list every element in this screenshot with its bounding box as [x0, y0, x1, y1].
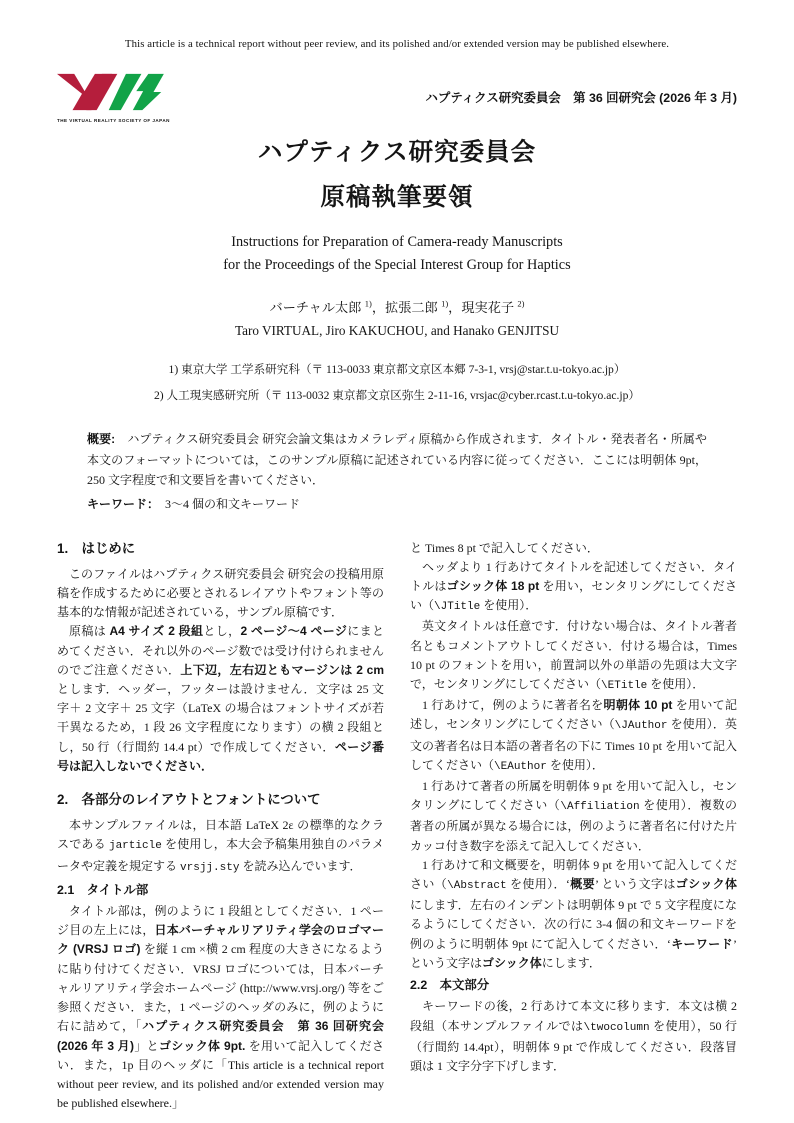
header-row: [57, 72, 737, 123]
paragraph: [410, 777, 737, 856]
paper-title-en-line2: for the Proceedings of the Special Interest Group for Haptics: [223, 256, 571, 273]
text-run: 1 行あけて和文概要を，明朝体 9 pt を用いて記入してください（: [410, 857, 737, 892]
paragraph: [410, 696, 737, 777]
text-run: ゴシック体: [482, 955, 542, 970]
text-run: を使用）．複数の著者の所属が異なる場合には，例のように著者名に付けた片カッコ付き数字を添えて記入してください．: [410, 798, 737, 853]
text-run: 1 行あけて，例のように著者名を: [422, 698, 604, 713]
text-run: ゴシック体 18 pt: [446, 579, 540, 594]
text-run: 2): [517, 298, 525, 309]
text-run: 明朝体 10 pt: [603, 698, 673, 713]
column-right: [410, 539, 737, 1114]
text-run: ページ番号は記入しないでください．: [57, 739, 384, 773]
text-run: と Times 8 pt で記入してください．: [410, 540, 599, 555]
text-run: ヘッダより 1 行あけてタイトルを記述してください．タイトルは: [410, 559, 737, 594]
text-run: ’ という文字は: [410, 936, 737, 970]
text-run: を用いて記入してください．また，1p 目のヘッダに「This article is a technical report without peer review, and its polished and/or extended version may be published elsewhere.」: [57, 1038, 384, 1111]
paragraph: [57, 902, 384, 1113]
text-run: ゴシック体: [675, 877, 737, 892]
section-heading: [57, 539, 384, 558]
section-heading: [57, 790, 384, 809]
affiliation-line-1: 1) 東京大学 工学系研究科（〒 113-0033 東京都文京区本郷 7-3-1, vrsj@star.t.u-tokyo.ac.jp）: [168, 362, 626, 376]
text-run: を使用）．: [480, 598, 538, 613]
authors-jp: [57, 297, 737, 316]
text-run: 1): [364, 298, 372, 309]
paragraph: [57, 622, 384, 776]
text-run: A4 サイズ 2 段組: [109, 624, 204, 639]
text-run: 概要: [569, 877, 595, 892]
text-run: ’ という文字は: [594, 877, 676, 892]
text-run: 概要:: [87, 432, 116, 447]
text-run: 1. はじめに: [57, 540, 136, 556]
text-run: 原稿は: [69, 624, 110, 639]
text-run: とします．ヘッダー，フッターは設けません．文字は 25 文字＋ 2 文字＋ 25 文字（LaTeX の場合はフォントサイズが若干異なるため，1 段 26 文字程度になります）の横 2 段組とし，50 行（行間約 14.4 pt）で作成してください．: [57, 682, 384, 754]
vrsj-logo: [57, 72, 177, 123]
text-run: タイトル部は，例のように 1 段組としてください．1 ページ目の左上には，: [57, 904, 384, 938]
text-run: 1 行あけて著者の所属を明朝体 9 pt を用いて記入し，センタリングにしてください（: [410, 779, 737, 813]
paragraph: [410, 539, 737, 558]
abstract-text: [87, 429, 707, 491]
text-run: 2.2 本文部分: [410, 978, 490, 993]
text-run: 1): [441, 298, 449, 309]
paragraph: [410, 558, 737, 618]
text-run: を用い，センタリングにしてください（: [410, 579, 737, 613]
meeting-header: ハプティクス研究委員会 第 36 回研究会 (2026 年 3 月): [425, 91, 737, 105]
text-run: 2. 各部分のレイアウトとフォントについて: [57, 792, 321, 808]
abstract-block: [87, 429, 707, 515]
text-run: \JAuthor: [614, 720, 668, 733]
text-run: を使用）．: [647, 677, 705, 692]
text-run: このファイルはハプティクス研究委員会 研究会の投稿用原稿を作成するために必要とされるレイアウトやフォント等の基本的な情報が記述されている，サンプル原稿です．: [57, 566, 384, 620]
text-run: バーチャル太郎: [269, 299, 365, 315]
text-run: を使用），50 行（行間約 14.4pt），明朝体 9 pt で作成してください．段落冒頭は 1 文字分字下げします．: [410, 1018, 737, 1073]
text-run: を読み込んでいます．: [239, 858, 362, 873]
paper-title-jp-line2: 原稿執筆要領: [320, 183, 474, 211]
text-run: キーワードの後，2 行あけて本文に移ります．本文は横 2 段組（本サンプルファイルでは: [410, 999, 737, 1033]
text-run: vrsjj.sty: [180, 861, 240, 874]
vrsj-logo-mark: [57, 72, 169, 112]
text-run: 2 ページ〜4 ページ: [240, 624, 348, 639]
section-heading: [410, 976, 737, 995]
logo-caption: THE VIRTUAL REALITY SOCIETY OF JAPAN: [57, 118, 170, 123]
paragraph: [410, 617, 737, 696]
body-columns: [57, 539, 737, 1114]
text-run: ハプティクス研究委員会 研究会論文集はカメラレディ原稿から作成されます．タイトル・発表者名・所属や本文のフォーマットについては，このサンプル原稿に記述されている内容に従ってください．ここには明朝体 9pt，250 文字程度で和文要旨を書いてください．: [87, 432, 708, 488]
text-run: 3〜4 個の和文キーワード: [153, 497, 301, 511]
text-run: ，現実花子: [448, 299, 518, 315]
text-run: 本サンプルファイルは，日本語 LaTeX 2ε の標準的なクラスである: [57, 818, 384, 852]
paper-title-en: [57, 231, 737, 277]
paper-title-en-line1: Instructions for Preparation of Camera-ready Manuscripts: [231, 233, 563, 250]
text-run: を使用）．‘: [506, 877, 570, 892]
affiliation-line-2: 2) 人工現実感研究所（〒 113-0032 東京都文京区弥生 2-11-16, vrsjac@cyber.rcast.t.u-tokyo.ac.jp）: [153, 389, 641, 403]
header-notice: This article is a technical report without peer review, and its polished and/or extended version may be published elsewhere.: [124, 38, 670, 50]
text-run: にまとめてください．それ以外のページ数では受け付けられませんのでご注意ください．: [57, 624, 384, 677]
section-heading: [57, 881, 384, 900]
affiliations: [57, 357, 737, 409]
text-run: \Abstract: [447, 880, 507, 893]
column-left: [57, 539, 384, 1114]
text-run: 日本バーチャルリアリティ学会のロゴマーク (VRSJ ロゴ): [57, 923, 384, 957]
paragraph: [57, 565, 384, 623]
text-run: とし，: [203, 624, 241, 639]
text-run: を用いて記述し，センタリングにしてください（: [410, 698, 737, 732]
text-run: 」と: [134, 1038, 159, 1053]
text-run: ゴシック体 9pt.: [158, 1038, 246, 1053]
text-run: jarticle: [108, 840, 162, 853]
text-run: \Affiliation: [560, 801, 640, 814]
paragraph: [410, 856, 737, 973]
paragraph: [410, 997, 737, 1076]
text-run: を使用）．: [546, 757, 604, 772]
text-run: にします．左右のインデントは明朝体 9 pt で 5 文字程度になるようにしてください．次の行に 3-4 個の和文キーワードを例のように明朝体 9pt にて記入してください．‘: [410, 898, 737, 951]
paper-title-jp: [57, 131, 737, 221]
text-run: キーワード：: [87, 497, 154, 511]
text-run: \twocolumn: [583, 1021, 650, 1034]
text-run: を縦 1 cm ×横 2 cm 程度の大きさになるように貼り付けてください．VRSJ ロゴについては，日本バーチャルリアリティ学会ホームページ (http://www.vrsj.org/) 等をご参照ください．また，1 ページのヘッダのみに，例のように右に詰めて，「: [57, 942, 384, 1034]
text-run: を使用）．英文の著者名は日本語の著者名の下に Times 10 pt を用いて記入してください（: [410, 717, 737, 772]
text-run: キーワード: [670, 936, 733, 951]
text-run: 英文タイトルは任意です．付けない場合は、タイトル著者名ともコメントアウトしてください．付ける場合は，Times 10 pt のフォントを用い，前置詞以外の単語の先頭は大文字で，センタリングにしてください（: [410, 619, 737, 692]
text-run: 2.1 タイトル部: [57, 882, 149, 897]
text-run: を使用し，本大会予稿集用独自のパラメータや定義を規定する: [57, 837, 384, 873]
text-run: 上下辺，左右辺ともマージンは 2 cm: [180, 662, 384, 677]
text-run: ，拡張二郎: [371, 299, 442, 315]
paper-title-jp-line1: ハプティクス研究委員会: [257, 139, 537, 166]
text-run: \ETitle: [601, 680, 648, 693]
authors-en: Taro VIRTUAL, Jiro KAKUCHOU, and Hanako GENJITSU: [234, 322, 560, 338]
paragraph: [57, 816, 384, 878]
text-run: \EAuthor: [494, 760, 547, 773]
text-run: ハプティクス研究委員会 第 36 回研究会 (2026 年 3 月): [57, 1019, 384, 1053]
text-run: \JTitle: [434, 601, 481, 614]
text-run: にします．: [541, 955, 601, 970]
keywords-line: [87, 494, 707, 515]
